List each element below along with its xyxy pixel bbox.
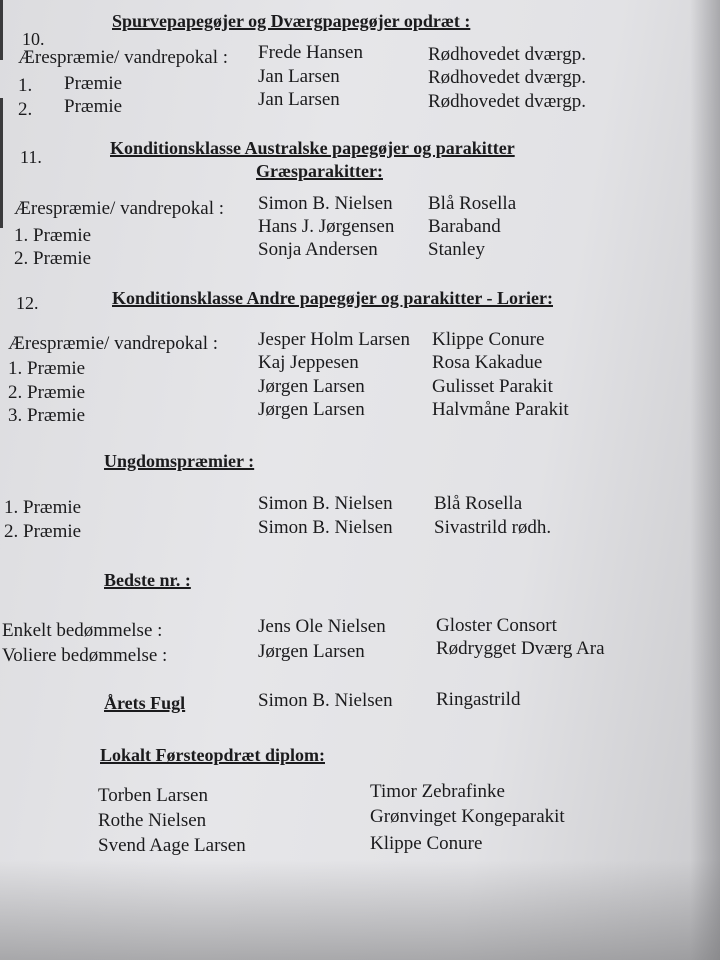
winner-name: Jan Larsen xyxy=(258,89,340,110)
section-title: Ungdomspræmier : xyxy=(104,451,255,471)
bird-name: Klippe Conure xyxy=(370,833,483,854)
bird-name: Ringastrild xyxy=(436,689,521,710)
section-title: Konditionsklasse Australske papegøjer og parakitter xyxy=(110,138,515,158)
page-edge-shadow xyxy=(690,0,720,960)
bird-name: Rødhovedet dværgp. xyxy=(428,91,586,112)
bird-name: Gulisset Parakit xyxy=(432,376,553,397)
winner-name: Svend Aage Larsen xyxy=(98,835,246,856)
winner-name: Jesper Holm Larsen xyxy=(258,329,410,350)
bird-name: Sivastrild rødh. xyxy=(434,517,552,538)
bird-name: Halvmåne Parakit xyxy=(432,399,569,420)
bird-name: Gloster Consort xyxy=(436,615,557,636)
section-title: Konditionsklasse Andre papegøjer og parakitter - Lorier: xyxy=(112,288,553,308)
left-margin-line xyxy=(0,0,3,60)
bird-name: Rosa Kakadue xyxy=(432,352,543,373)
award-label: 2. Præmie xyxy=(4,521,82,542)
winner-name: Rothe Nielsen xyxy=(98,810,207,831)
section-number: 11. xyxy=(20,147,42,167)
bird-name: Blå Rosella xyxy=(434,493,523,514)
award-label: Præmie xyxy=(64,73,123,94)
section-number: 12. xyxy=(16,293,39,313)
winner-name: Jens Ole Nielsen xyxy=(258,616,386,637)
award-label: Enkelt bedømmelse : xyxy=(2,620,163,641)
winner-name: Simon B. Nielsen xyxy=(258,493,393,514)
section-title: Spurvepapegøjer og Dværgpapegøjer opdræt : xyxy=(112,11,471,31)
award-label: Voliere bedømmelse : xyxy=(2,645,168,666)
award-label: 1. Præmie xyxy=(14,225,92,246)
award-label: Ærespræmie/ vandrepokal : xyxy=(14,198,225,219)
award-label: 3. Præmie xyxy=(8,405,86,426)
award-label: Ærespræmie/ vandrepokal : xyxy=(18,47,229,68)
winner-name: Simon B. Nielsen xyxy=(258,193,393,214)
section-subtitle: Græsparakitter: xyxy=(256,161,383,181)
winner-name: Simon B. Nielsen xyxy=(258,690,393,711)
award-label: 2. Præmie xyxy=(8,382,86,403)
left-margin-line xyxy=(0,98,3,228)
winner-name: Simon B. Nielsen xyxy=(258,517,393,538)
section-number: 10. xyxy=(22,29,45,49)
bird-name: Timor Zebrafinke xyxy=(370,781,505,802)
bird-name: Rødhovedet dværgp. xyxy=(428,44,586,65)
bird-name: Stanley xyxy=(428,239,485,260)
bird-name: Rødrygget Dværg Ara xyxy=(436,638,605,659)
bird-name: Grønvinget Kongeparakit xyxy=(370,806,565,827)
section-title: Lokalt Førsteopdræt diplom: xyxy=(100,745,325,765)
winner-name: Kaj Jeppesen xyxy=(258,352,359,373)
section-title: Årets Fugl xyxy=(104,693,186,713)
winner-name: Jørgen Larsen xyxy=(258,376,365,397)
page-bottom-shadow xyxy=(0,860,720,960)
award-label: 1. Præmie xyxy=(8,358,86,379)
winner-name: Jørgen Larsen xyxy=(258,641,365,662)
award-label: Præmie xyxy=(64,96,123,117)
award-label: 1. Præmie xyxy=(4,497,82,518)
winner-name: Jørgen Larsen xyxy=(258,399,365,420)
award-label: 2. Præmie xyxy=(14,248,92,269)
bird-name: Baraband xyxy=(428,216,501,237)
award-number: 2. xyxy=(18,99,33,120)
winner-name: Hans J. Jørgensen xyxy=(258,216,395,237)
winner-name: Torben Larsen xyxy=(98,785,208,806)
winner-name: Jan Larsen xyxy=(258,66,340,87)
section-title: Bedste nr. : xyxy=(104,570,191,590)
bird-name: Blå Rosella xyxy=(428,193,517,214)
winner-name: Frede Hansen xyxy=(258,42,363,63)
bird-name: Rødhovedet dværgp. xyxy=(428,67,586,88)
bird-name: Klippe Conure xyxy=(432,329,545,350)
winner-name: Sonja Andersen xyxy=(258,239,378,260)
award-number: 1. xyxy=(18,75,33,96)
award-label: Ærespræmie/ vandrepokal : xyxy=(8,333,219,354)
